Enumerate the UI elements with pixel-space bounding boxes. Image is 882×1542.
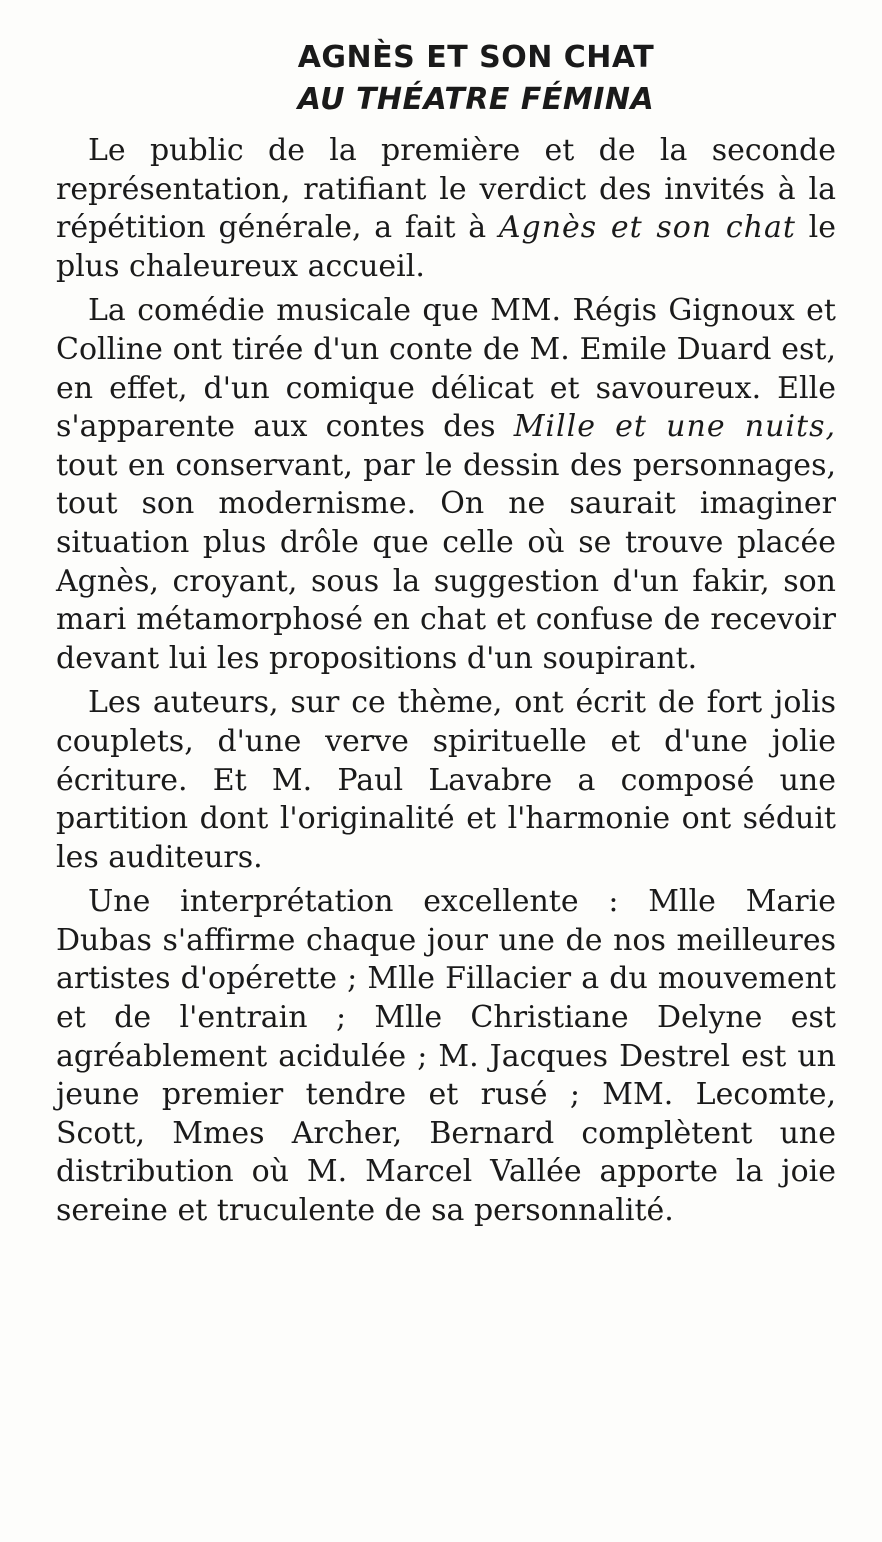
paragraph-3: Les auteurs, sur ce thème, ont écrit de fort jolis couplets, d'une verve spirituelle et d'une jolie écriture. Et M. Paul Lavabre a composé une partition dont l'originalité et l'harmonie ont séduit les auditeurs. xyxy=(56,685,836,875)
headline-subtitle: AU THÉATRE FÉMINA xyxy=(297,82,655,117)
headline xyxy=(56,40,836,118)
paragraph-1-text-b: le plus chaleureux accueil. xyxy=(56,210,836,284)
play-title-italic: Agnès et son chat xyxy=(498,210,796,246)
paragraph-1 xyxy=(56,132,836,286)
paragraph-2-text-a: La comédie musicale que MM. Régis Gignoux et Colline ont tirée d'un conte de M. Emile Duard est, en effet, d'un comique délicat et savoureux. Elle s'apparente aux contes des xyxy=(56,293,836,445)
article-body xyxy=(56,132,836,1231)
article xyxy=(56,40,836,1231)
mille-et-une-nuits-italic: Mille et une nuits, xyxy=(513,409,837,445)
paragraph-1-text-a: Le public de la première et de la seconde représentation, ratifiant le verdict des invités à la répétition générale, a fait à xyxy=(56,133,836,246)
paragraph-4: Une interprétation excellente : Mlle Marie Dubas s'affirme chaque jour une de nos meilleures artistes d'opérette ; Mlle Fillacier a du mouvement et de l'entrain ; Mlle Christiane Delyne est agréablement acidulée ; M. Jacques Destrel est un jeune premier tendre et rusé ; MM. Lecomte, Scott, Mmes Archer, Bernard complètent une distribution où M. Marcel Vallée apporte la joie sereine et truculente de sa personnalité. xyxy=(56,884,836,1229)
paragraph-2 xyxy=(56,292,836,678)
headline-title: AGNÈS ET SON CHAT xyxy=(297,40,655,75)
paragraph-2-text-b: tout en conservant, par le dessin des personnages, tout son modernisme. On ne saurait imaginer situation plus drôle que celle où se trouve placée Agnès, croyant, sous la suggestion d'un fakir, son mari métamorphosé en chat et confuse de recevoir devant lui les propositions d'un soupirant. xyxy=(56,447,836,676)
